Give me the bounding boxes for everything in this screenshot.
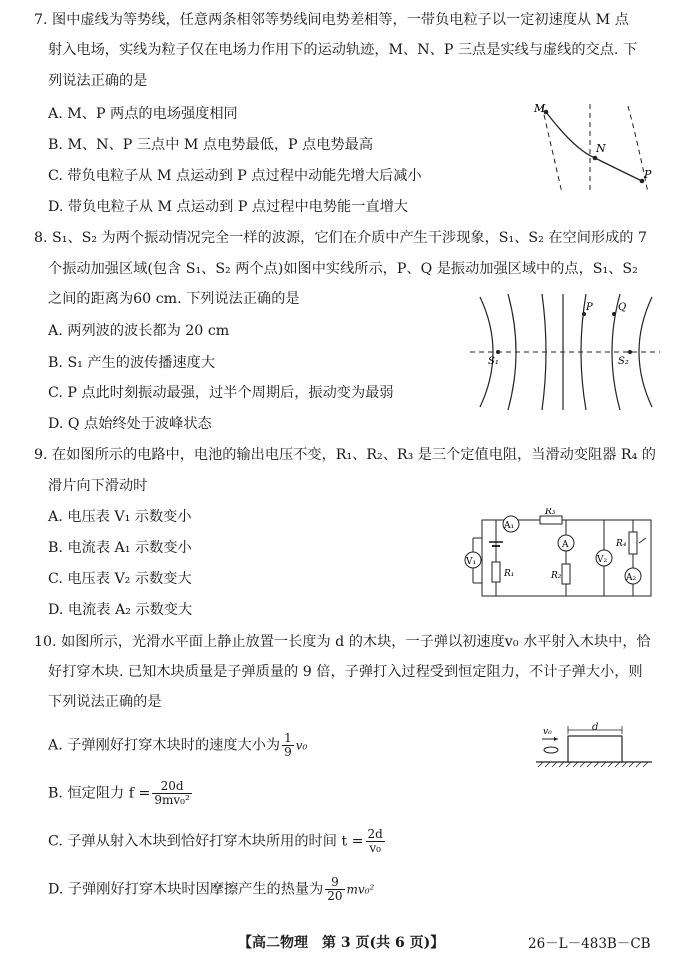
q10-option-b-fraction: [152, 780, 191, 807]
q7-stem-line-2: 射入电场，实线为粒子仅在电场力作用下的运动轨迹，M、N、P 三点是实线与虚线的交点. 下: [48, 42, 638, 58]
q10-bullet: [544, 747, 558, 753]
q9-label-v2: V₂: [597, 555, 608, 565]
q10-option-c: [48, 828, 387, 855]
q9-resistor-r1: [492, 562, 500, 582]
q9-label-r4: R₄: [616, 539, 627, 549]
q10-option-c-numerator: 2d: [367, 827, 383, 841]
q10-figure-bullet-block: [532, 722, 657, 768]
q10-option-d-denominator: 20: [327, 889, 343, 903]
q7-stem-line-3: 列说法正确的是: [48, 73, 148, 89]
q8-option-a: A. 两列波的波长都为 20 cm: [48, 323, 230, 339]
q10-option-b-numerator: 20d: [152, 780, 191, 794]
q9-stem-line-1: 9. 在如图所示的电路中，电池的输出电压不变，R₁、R₂、R₃ 是三个定值电阻，当滑动变阻器 R₄ 的: [34, 447, 656, 463]
q10-velocity-arrowhead: [554, 737, 558, 741]
page-footer-title: 【高二物理 第 3 页(共 6 页)】: [238, 935, 445, 951]
q7-option-d: D. 带负电粒子从 M 点运动到 P 点过程中电势能一直增大: [48, 199, 408, 215]
q10-option-a-denominator: 9: [284, 745, 292, 759]
q9-stem-line-2: 滑片向下滑动时: [48, 478, 148, 494]
q10-option-d-numerator: 9: [325, 876, 344, 890]
q9-rheostat-slider: [639, 538, 646, 543]
q10-stem-line-3: 下列说法正确的是: [48, 694, 162, 710]
q10-option-a: [48, 732, 307, 759]
q10-label-v0: v₀: [543, 727, 552, 737]
q8-label-p: P: [586, 302, 593, 313]
q10-option-c-fraction: [366, 828, 385, 855]
q10-option-d: [48, 876, 374, 903]
q8-label-s1: S₁: [488, 356, 499, 367]
q10-option-d-fraction: [325, 876, 344, 903]
q9-resistor-r3: [540, 516, 562, 524]
q8-point-q: [612, 312, 616, 316]
q9-rheostat-r4: [629, 532, 637, 554]
q10-stem-line-2: 好打穿木块. 已知木块质量是子弹质量的 9 倍，子弹打入过程受到恒定阻力，不计子弹大小，则: [48, 664, 643, 680]
q10-ground-hatch: [538, 762, 648, 767]
q10-option-c-denominator: v₀: [369, 841, 381, 855]
q10-option-a-text: A. 子弹刚好打穿木块时的速度大小为: [48, 737, 281, 754]
q8-stem-line-1: 8. S₁、S₂ 为两个振动情况完全一样的波源，它们在介质中产生干涉现象，S₁、S₂ 在空间形成的 7: [34, 230, 647, 246]
q7-option-c: C. 带负电粒子从 M 点运动到 P 点过程中动能先增大后减小: [48, 168, 422, 184]
q8-option-d: D. Q 点始终处于波峰状态: [48, 416, 212, 432]
q10-option-b: [48, 780, 194, 807]
q10-option-c-text: C. 子弹从射入木块到恰好打穿木块所用的时间 t =: [48, 833, 364, 850]
q10-label-d: d: [592, 722, 599, 733]
q9-resistor-r2: [562, 564, 570, 584]
q7-label-m: M: [534, 102, 546, 115]
q10-option-a-fraction: [282, 732, 294, 759]
q9-figure-circuit: [456, 508, 660, 603]
q10-option-b-denominator: 9mv₀²: [154, 793, 190, 807]
q9-option-a: A. 电压表 V₁ 示数变小: [48, 509, 192, 525]
q8-option-b: B. S₁ 产生的波传播速度大: [48, 355, 216, 371]
q9-option-c: C. 电压表 V₂ 示数变大: [48, 571, 192, 587]
q9-label-r2: R₂: [551, 571, 562, 581]
q10-option-b-text: B. 恒定阻力 f =: [48, 785, 151, 802]
q7-stem-line-1: 7. 图中虚线为等势线，任意两条相邻等势线间电势差相等，一带负电粒子以一定初速度从 M 点: [34, 12, 629, 28]
q9-option-b: B. 电流表 A₁ 示数变小: [48, 540, 192, 556]
q7-figure-equipotential: [530, 98, 660, 198]
q10-stem-line-1: 10. 如图所示，光滑水平面上静止放置一长度为 d 的木块，一子弹以初速度v₀ 水平射入木块中，恰: [34, 634, 651, 650]
q9-label-r3: R₃: [545, 508, 556, 517]
q10-wood-block: [568, 736, 622, 762]
q9-label-a2: A₂: [626, 573, 637, 583]
q9-label-r1: R₁: [504, 569, 515, 579]
q8-point-s1: [496, 350, 500, 354]
q8-stem-line-2: 个振动加强区域(包含 S₁、S₂ 两个点)如图中实线所示，P、Q 是振动加强区域中的点，S₁、S₂: [48, 261, 638, 277]
q7-option-b: B. M、N、P 三点中 M 点电势最低，P 点电势最高: [48, 137, 374, 153]
q7-trajectory: [546, 112, 642, 181]
q8-label-q: Q: [618, 302, 627, 313]
q10-option-d-text: D. 子弹刚好打穿木块时因摩擦产生的热量为: [48, 881, 324, 898]
q10-option-d-tail: mv₀²: [346, 882, 375, 897]
q10-option-a-tail: v₀: [295, 738, 308, 753]
q8-stem-line-3: 之间的距离为60 cm. 下列说法正确的是: [48, 291, 300, 307]
q8-point-s2: [628, 350, 632, 354]
q8-label-s2: S₂: [618, 356, 629, 367]
q7-option-a: A. M、P 两点的电场强度相同: [48, 106, 238, 122]
q8-option-c: C. P 点此时刻振动最强，过半个周期后，振动变为最弱: [48, 385, 394, 401]
q7-label-p: P: [644, 168, 652, 181]
q9-label-a: A: [562, 540, 569, 550]
q7-label-n: N: [596, 142, 606, 155]
q9-label-v1: V₁: [466, 557, 477, 567]
page-footer-code: 26－L－483B－CB: [528, 936, 651, 952]
q10-option-a-numerator: 1: [284, 731, 292, 745]
q9-option-d: D. 电流表 A₂ 示数变大: [48, 602, 193, 618]
q9-label-a1: A₁: [504, 521, 515, 531]
q7-point-n: [593, 156, 598, 161]
q8-figure-interference: [468, 292, 663, 412]
